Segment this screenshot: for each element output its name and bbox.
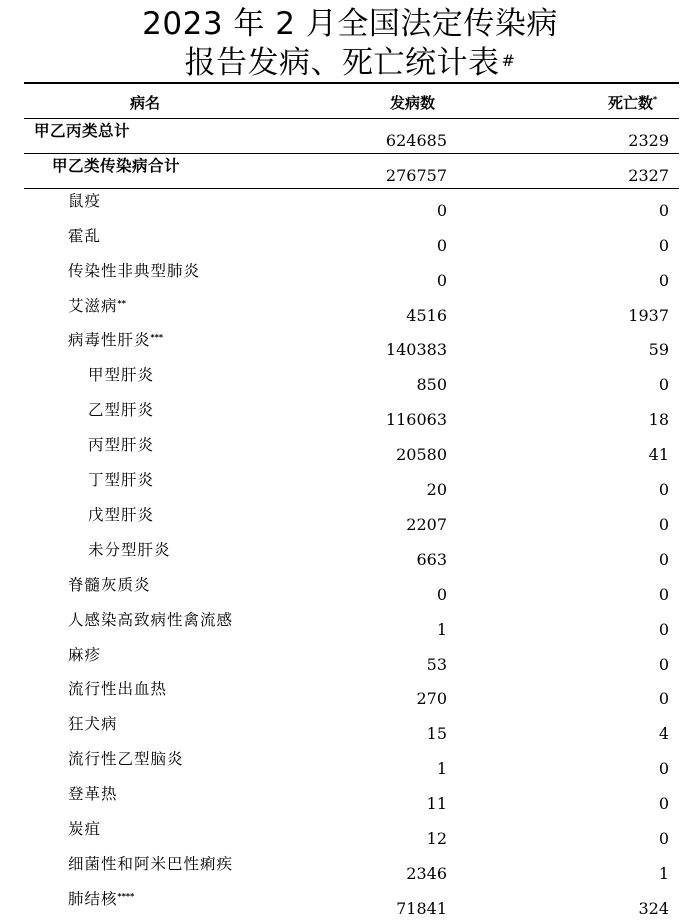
cases-value: 53 — [426, 654, 447, 674]
table-row — [24, 540, 679, 575]
footnote-mark: **** — [117, 891, 135, 901]
table-row — [24, 714, 679, 749]
cases-value: 0 — [436, 584, 447, 604]
cases-value: 1 — [436, 759, 447, 779]
header-deaths — [608, 88, 657, 118]
table-row — [24, 191, 679, 226]
disease-name-text: 甲型肝炎 — [88, 366, 155, 385]
deaths-value: 1937 — [628, 305, 669, 325]
disease-name — [88, 365, 154, 385]
table-row — [24, 819, 679, 854]
deaths-value: 0 — [658, 584, 669, 604]
header-disease-name: 病名 — [130, 94, 161, 112]
cases-value: 276757 — [385, 165, 447, 185]
disease-name-text: 炭疽 — [68, 820, 102, 838]
table-row — [24, 610, 679, 645]
deaths-value: 0 — [658, 514, 669, 534]
deaths-value: 41 — [648, 445, 669, 465]
title-footnote-mark: # — [501, 51, 516, 70]
disease-name-text: 甲乙丙类总计 — [34, 122, 131, 140]
deaths-value: 0 — [658, 549, 669, 569]
disease-name-text: 乙型肝炎 — [88, 401, 155, 420]
table-row — [24, 889, 679, 924]
deaths-value: 0 — [658, 794, 669, 814]
table-row — [24, 435, 679, 470]
deaths-value: 2327 — [628, 165, 669, 185]
deaths-value: 2329 — [628, 131, 669, 150]
disease-name — [34, 121, 130, 141]
disease-name — [68, 679, 167, 699]
disease-name — [68, 575, 151, 595]
table-row — [24, 784, 679, 819]
disease-name-text: 麻疹 — [68, 645, 102, 664]
disease-name-text: 艾滋病 — [68, 296, 118, 315]
cases-value: 0 — [436, 270, 447, 290]
disease-name-text: 流行性出血热 — [68, 680, 168, 699]
disease-name — [88, 505, 154, 525]
cases-value: 1 — [436, 619, 447, 639]
table-row — [24, 505, 679, 540]
table-row — [24, 296, 679, 331]
disease-name-text: 未分型肝炎 — [88, 540, 171, 559]
table-top-rule — [24, 82, 679, 84]
disease-name-text: 流行性乙型脑炎 — [68, 750, 184, 769]
cases-value: 663 — [416, 549, 447, 569]
deaths-value: 0 — [658, 235, 669, 255]
footnote-mark: ** — [117, 298, 126, 308]
disease-name-text: 肺结核 — [68, 889, 118, 908]
deaths-value: 0 — [658, 829, 669, 848]
title-line2-text: 报告发病、死亡统计表 — [184, 45, 500, 81]
disease-name — [68, 749, 184, 769]
table-row — [24, 854, 679, 889]
table-row — [24, 575, 679, 610]
disease-name-text: 丁型肝炎 — [88, 471, 155, 489]
cases-value: 0 — [436, 235, 447, 255]
table-row — [24, 261, 679, 296]
deaths-value: 59 — [648, 340, 669, 360]
document-title-line2 — [0, 44, 700, 82]
disease-name — [68, 854, 233, 874]
cases-value: 15 — [426, 724, 447, 744]
table-row — [24, 330, 679, 365]
cases-value: 140383 — [385, 340, 447, 360]
deaths-value: 18 — [648, 410, 669, 430]
cases-value: 850 — [416, 375, 447, 395]
disease-name — [68, 645, 101, 665]
table-row — [24, 749, 679, 784]
cases-value: 20 — [426, 480, 447, 499]
disease-name — [68, 261, 200, 281]
disease-name — [68, 819, 101, 839]
disease-name — [68, 226, 101, 246]
disease-name-text: 脊髓灰质炎 — [68, 575, 151, 594]
deaths-value: 0 — [658, 375, 669, 395]
disease-name — [88, 540, 171, 560]
table-row — [24, 121, 679, 156]
deaths-value: 324 — [638, 898, 669, 918]
disease-name-text: 霍乱 — [68, 226, 102, 245]
disease-name — [68, 191, 101, 211]
cases-value: 0 — [436, 200, 447, 220]
header-bottom-rule — [24, 118, 679, 119]
table-row — [24, 400, 679, 435]
disease-name-text: 鼠疫 — [68, 191, 102, 210]
disease-name — [68, 784, 118, 804]
cases-value: 20580 — [396, 445, 447, 465]
disease-name-text: 狂犬病 — [68, 715, 118, 734]
disease-name — [68, 610, 233, 630]
disease-name-text: 戊型肝炎 — [88, 505, 155, 524]
disease-name — [88, 400, 154, 420]
disease-name — [68, 296, 126, 316]
disease-name — [68, 889, 134, 909]
table-row — [24, 645, 679, 680]
cases-value: 270 — [416, 689, 447, 709]
disease-name-text: 细菌性和阿米巴性痢疾 — [68, 854, 234, 873]
cases-value: 11 — [426, 794, 447, 814]
header-deaths-text: 死亡数 — [608, 94, 654, 112]
deaths-value: 0 — [658, 619, 669, 639]
header-cases: 发病数 — [390, 94, 436, 112]
disease-name-text: 登革热 — [68, 785, 118, 804]
disease-name — [88, 470, 154, 490]
table-row — [24, 226, 679, 261]
deaths-value: 1 — [658, 863, 669, 883]
cases-value: 4516 — [406, 305, 447, 325]
cases-value: 71841 — [396, 898, 447, 918]
table-row — [24, 470, 679, 505]
deaths-value: 0 — [658, 689, 669, 709]
title-line1-text: 2023 年 2 月全国法定传染病 — [142, 6, 558, 42]
deaths-value: 0 — [658, 200, 669, 220]
disease-name-text: 人感染高致病性禽流感 — [68, 610, 234, 629]
cases-value: 12 — [426, 829, 447, 848]
document-title-line1 — [0, 5, 700, 43]
cases-value: 624685 — [385, 131, 447, 150]
footnote-mark: *** — [150, 333, 164, 343]
deaths-value: 0 — [658, 654, 669, 674]
deaths-value: 4 — [658, 724, 669, 744]
summary-row-rule — [24, 188, 679, 189]
disease-name-text: 传染性非典型肺炎 — [68, 261, 201, 280]
disease-name-text: 甲乙类传染病合计 — [52, 156, 181, 175]
disease-name-text: 病毒性肝炎 — [68, 331, 151, 350]
table-row — [24, 679, 679, 714]
deaths-value: 0 — [658, 759, 669, 779]
cases-value: 2346 — [406, 863, 447, 883]
cases-value: 116063 — [385, 410, 447, 430]
table-row — [24, 365, 679, 400]
summary-row-rule — [24, 153, 679, 154]
cases-value: 2207 — [406, 514, 447, 534]
disease-name — [68, 330, 163, 350]
header-deaths-mark: * — [653, 95, 658, 104]
disease-name-text: 丙型肝炎 — [88, 436, 155, 455]
disease-name — [68, 714, 118, 734]
disease-name — [88, 435, 154, 455]
deaths-value: 0 — [658, 480, 669, 499]
table-row — [24, 156, 679, 191]
disease-name — [52, 156, 180, 176]
deaths-value: 0 — [658, 270, 669, 290]
